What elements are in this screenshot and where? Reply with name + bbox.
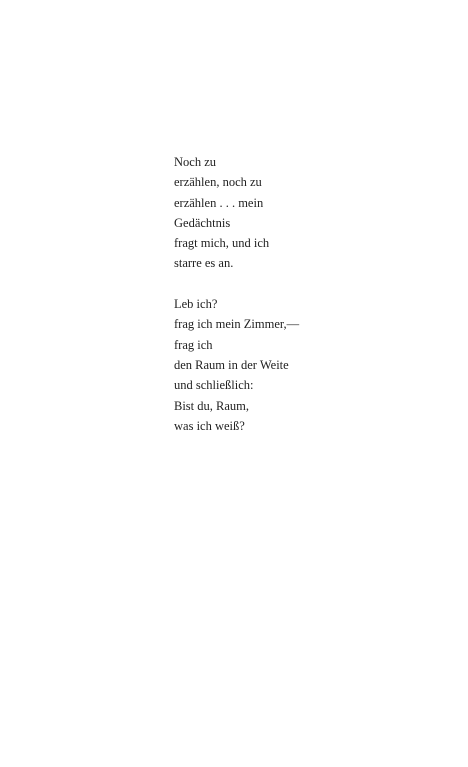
poem-line: Gedächtnis	[174, 215, 231, 230]
poem-line: Bist du, Raum,	[174, 398, 250, 413]
stanza-1	[174, 152, 299, 274]
poem-text	[174, 152, 299, 436]
poem-line: den Raum in der Weite	[174, 357, 289, 372]
poem-line: und schließlich:	[174, 378, 254, 393]
poem-line: Leb ich?	[174, 297, 218, 312]
poem-line: frag ich	[174, 337, 213, 352]
poem-line: erzählen, noch zu	[174, 175, 262, 190]
poem-line: starre es an.	[174, 256, 234, 271]
poem-line: erzählen . . . mein	[174, 195, 264, 210]
stanza-2	[174, 294, 299, 436]
poem-line: Noch zu	[174, 155, 216, 169]
poem-line: was ich weiß?	[174, 418, 245, 433]
poem-line: frag ich mein Zimmer,—	[174, 317, 300, 332]
poem-line: fragt mich, und ich	[174, 236, 270, 251]
